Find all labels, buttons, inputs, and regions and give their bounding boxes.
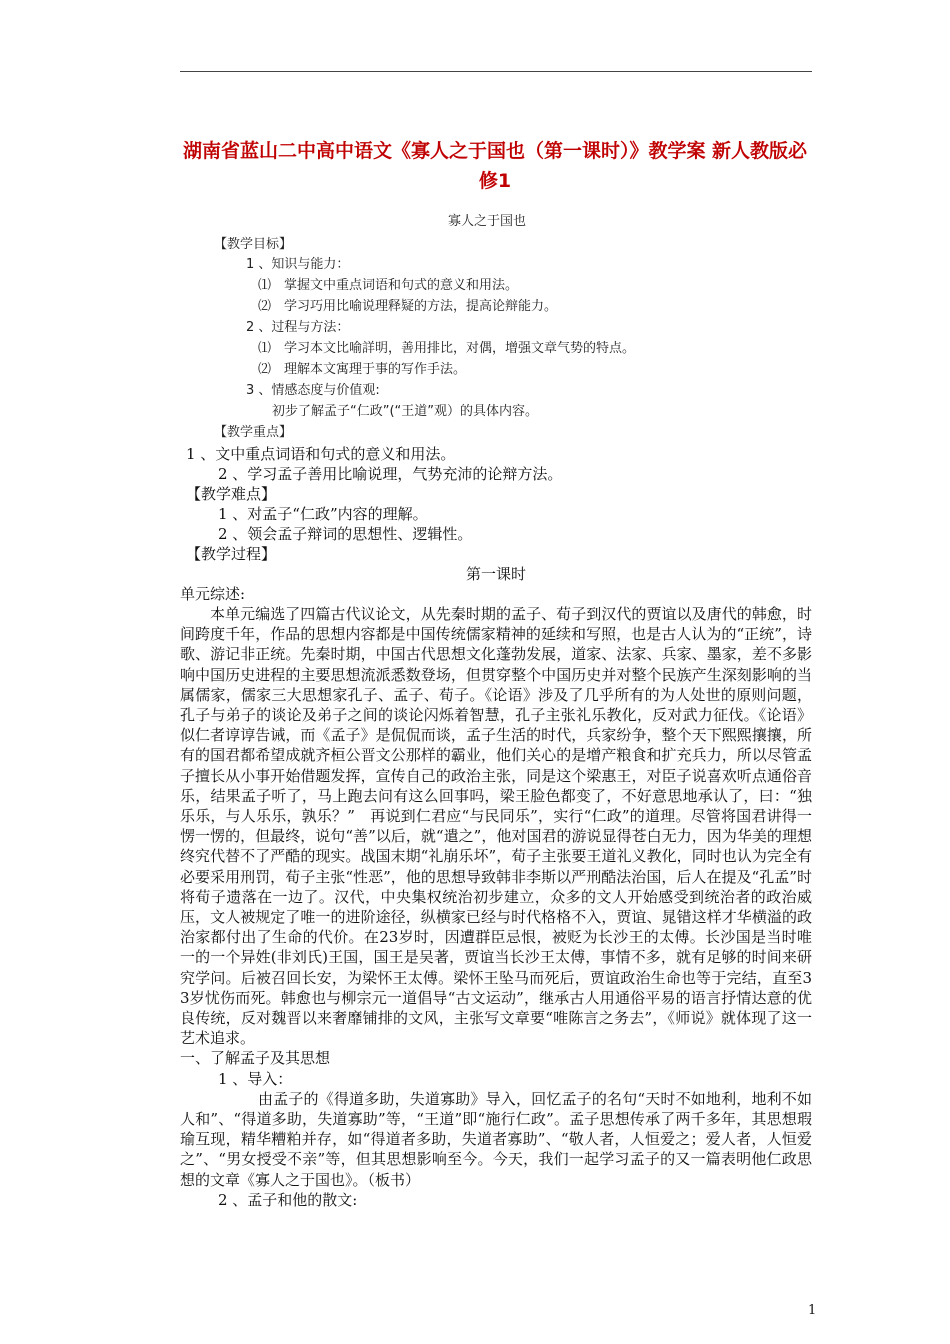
unit-label: 单元综述:	[180, 585, 246, 603]
key-header: 【教学重点】	[214, 425, 293, 440]
goals-emotion: 3 、情感态度与价值观:	[246, 383, 380, 398]
goals-header: 【教学目标】	[214, 237, 293, 252]
goals-p2: ⑵ 理解本文寓理于事的写作手法。	[258, 362, 467, 377]
lesson-heading: 第一课时	[466, 565, 527, 583]
goals-knowledge: 1 、知识与能力：	[246, 257, 350, 272]
goals-k1: ⑴ 掌握文中重点词语和句式的意义和用法。	[258, 278, 519, 293]
unit-summary-paragraph: 本单元编选了四篇古代议论文，从先秦时期的孟子、荀子到汉代的贾谊以及唐代的韩愈，时间跨度千年，作品的思想内容都是中国传统儒家精神的延续和写照，也是古人认为的“正统”，诗歌、游记非正统。先秦时期，中国古代思想文化蓬勃发展，道家、法家、兵家、墨家，差不多影响中国历史进程的主要思想流派悉数登场，但贯穿整个中国历史并对整个民族产生深刻影响的当属儒家，儒家三大思想家孔子、孟子、荀子。《论语》涉及了几乎所有的为人处世的原则问题，孔子与弟子的谈论及弟子之间的谈论闪烁着智慧，孔子主张礼乐教化，反对武力征伐。《论语》似仁者谆谆告诫，而《孟子》是侃侃而谈，孟子生活的时代，兵家纷争，整个天下熙熙攘攘，所有的国君都希望成就齐桓公晋文公那样的霸业，他们关心的是增产粮食和扩充兵力，所以尽管孟子擅长从小事开始借题发挥，宣传自己的政治主张，同是这个梁惠王，对臣子说喜欢听点通俗音乐，结果孟子听了，马上跑去问有这么回事吗，梁王脸色都变了，不好意思地承认了，曰：“独乐乐，与人乐乐，孰乐？” 再说到仁君应“与民同乐”，实行“仁政”的道理。尽管将国君讲得一愣一愣的，但最终，说句“善”以后，就“遣之”，他对国君的游说显得苍白无力，因为华美的理想终究代替不了严酷的现实。战国末期“礼崩乐坏”，荀子主张要王道礼义教化，同时也认为完全有必要采用刑罚，荀子主张“性恶”，他的思想导致韩非李斯以严刑酷法治国，后人在提及“孔孟”时将荀子遗落在一边了。汉代，中央集权统治初步建立，众多的文人开始感受到统治者的政治威压，文人被规定了唯一的进阶途径，纵横家已经与时代格格不入，贾谊、晁错这样才华横溢的政治家都付出了生命的代价。在23岁时，因遭群臣忌恨，被贬为长沙王的太傅。长沙国是当时唯一的一个异姓(非刘氏)王国，国王是吴著，贾谊当长沙王太傅，事情不多，就有足够的时间来研究学问。后被召回长安，为梁怀王太傅。梁怀王坠马而死后，贾谊政治生命也等于完结，直至33岁忧伤而死。韩愈也与柳宗元一道倡导“古文运动”，继承古人用通俗平易的语言抒情达意的优良传统，反对魏晋以来奢靡铺排的文风，主张写文章要“唯陈言之务去”，《师说》就体现了这一艺术追求。	[180, 605, 812, 1048]
difficulty-item-2: 2 、领会孟子辩词的思想性、逻辑性。	[218, 525, 473, 543]
document-title: 湖南省蓝山二中高中语文《寡人之于国也（第一课时）》教学案 新人教版必修1	[182, 140, 808, 192]
unit-summary-block	[180, 604, 812, 1210]
difficulty-item-1: 1 、对孟子“仁政”内容的理解。	[218, 505, 428, 523]
goals-p1: ⑴ 学习本文比喻詳明，善用排比，对偶，增强文章气势的特点。	[258, 341, 636, 356]
key-item-1: 1 、文中重点词语和句式的意义和用法。	[186, 445, 456, 463]
goals-process: 2 、过程与方法：	[246, 320, 350, 335]
section-1-item-2: 2 、孟子和他的散文:	[218, 1190, 358, 1209]
section-1-intro: 1 、导入：	[218, 1069, 293, 1088]
page-number: 1	[808, 1303, 817, 1318]
key-item-2: 2 、学习孟子善用比喻说理，气势充沛的论辩方法。	[218, 465, 563, 483]
process-header: 【教学过程】	[186, 545, 277, 563]
header-rule	[180, 71, 812, 72]
goals-k2: ⑵ 学习巧用比喻说理释疑的方法，提高论辩能力。	[258, 299, 558, 314]
goals-e1: 初步了解孟子“仁政”(“王道”观）的具体内容。	[272, 404, 539, 419]
difficulty-header: 【教学难点】	[186, 485, 277, 503]
section-1-heading: 一、了解孟子及其思想	[180, 1049, 331, 1068]
section-1-paragraph: 由孟子的《得道多助，失道寡助》导入，回忆孟子的名句“天时不如地利，地利不如人和”、“得道多助，失道寡助”等，“王道”即“施行仁政”。孟子思想传承了两千多年，其思想瑕瑜互现，精华糟粕并存，如“得道者多助，失道者寡助”、“敬人者，人恒爱之；爱人者，人恒爱之”、“男女授受不亲”等，但其思想影响至今。今天，我们一起学习孟子的又一篇表明他仁政思想的文章《寡人之于国也》。（板书）	[180, 1089, 812, 1189]
document-subtitle: 寡人之于国也	[448, 214, 527, 229]
